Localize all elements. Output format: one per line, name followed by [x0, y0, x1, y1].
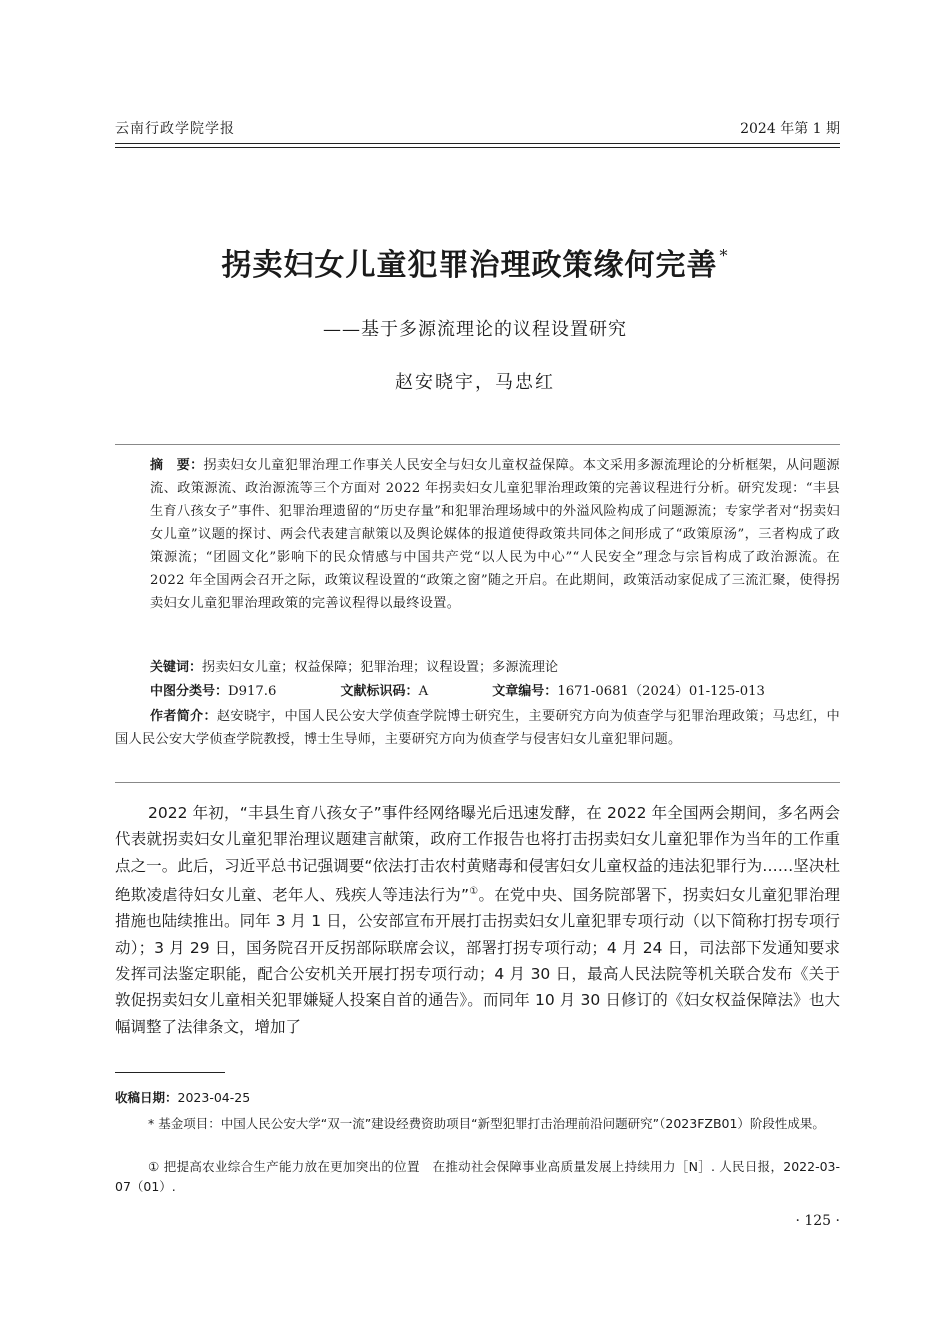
footnote-ref[interactable]: ①	[469, 885, 479, 897]
received-label: 收稿日期：	[115, 1090, 178, 1105]
clc-label: 中图分类号：	[150, 684, 229, 699]
author-bio	[115, 705, 840, 751]
keywords-label: 关键词：	[150, 660, 203, 675]
abstract-rule-top	[115, 444, 840, 445]
header-rule	[115, 143, 840, 144]
received-date	[115, 1088, 250, 1106]
author-names: 赵安晓宇，马忠红	[395, 372, 555, 393]
classification-line	[150, 680, 840, 699]
header-rule-thin	[115, 147, 840, 148]
article-subtitle: ——基于多源流理论的议程设置研究	[323, 319, 627, 340]
clc-value: D917.6	[228, 684, 277, 699]
abstract-text: 拐卖妇女儿童犯罪治理工作事关人民安全与妇女儿童权益保障。本文采用多源流理论的分析框架，从问题源流、政策源流、政治源流等三个方面对 2022 年拐卖妇女儿童犯罪治理政策的完善议程进行分析。研究发现：“丰县生育八孩女子”事件、犯罪治理遗留的“历史存量”和犯罪治理场域中的外溢风险构成了问题源流；专家学者对“拐卖妇女儿童”议题的探讨、两会代表建言献策以及舆论媒体的报道使得政策共同体之间形成了“政策原汤”，三者构成了政策源流；“团圆文化”影响下的民众情感与中国共产党“以人民为中心”“人民安全”理念与宗旨构成了政治源流。在 2022 年全国两会召开之际，政策议程设置的“政策之窗”随之开启。在此期间，政策活动家促成了三流汇聚，使得拐卖妇女儿童犯罪治理政策的完善议程得以最终设置。	[150, 458, 840, 611]
keywords-text: 拐卖妇女儿童；权益保障；犯罪治理；议程设置；多源流理论	[202, 660, 559, 675]
keywords-line	[150, 656, 558, 675]
doc-code-label: 文献标识码：	[340, 684, 419, 699]
journal-name: 云南行政学院学报	[115, 121, 235, 137]
body-paragraph	[115, 800, 840, 1040]
author-bio-label: 作者简介：	[150, 709, 217, 724]
doc-code-value: A	[418, 684, 429, 699]
abstract-label: 摘 要：	[150, 458, 204, 473]
fund-footnote: * 基金项目：中国人民公安大学“双一流”建设经费资助项目“新型犯罪打击治理前沿问题研究”（2023FZB01）阶段性成果。	[148, 1116, 825, 1131]
abstract-rule-bottom	[115, 782, 840, 783]
author-bio-text: 赵安晓宇，中国人民公安大学侦查学院博士研究生，主要研究方向为侦查学与犯罪治理政策；马忠红，中国人民公安大学侦查学院教授，博士生导师，主要研究方向为侦查学与侵害妇女儿童犯罪问题。	[115, 709, 840, 747]
issue-label: 2024 年第 1 期	[740, 121, 840, 137]
received-value: 2023-04-25	[177, 1090, 251, 1105]
article-title	[0, 240, 950, 284]
page-number: · 125 ·	[795, 1213, 840, 1229]
footnote-rule	[115, 1072, 225, 1073]
fund-mark: *	[719, 246, 729, 265]
reference-footnote: ① 把提高农业综合生产能力放在更加突出的位置 在推动社会保障事业高质量发展上持续用力［N］. 人民日报，2022-03-07（01）.	[115, 1159, 840, 1194]
body-text-part1: 2022 年初，“丰县生育八孩女子”事件经网络曝光后迅速发酵，在 2022 年全国两会期间，多名两会代表就拐卖妇女儿童犯罪治理议题建言献策，政府工作报告也将打击拐卖妇女儿童犯罪作为当年的工作重点之一。此后，习近平总书记强调要“依法打击农村黄赌毒和侵害妇女儿童权益的违法犯罪行为……坚决杜绝欺凌虐待妇女儿童、老年人、残疾人等违法行为”	[115, 804, 840, 905]
body-text-part2: 。在党中央、国务院部署下，拐卖妇女儿童犯罪治理措施也陆续推出。同年 3 月 1 日，公安部宣布开展打击拐卖妇女儿童犯罪专项行动（以下简称打拐专项行动）；3 月 29 日，国务院召开反拐部际联席会议，部署打拐专项行动；4 月 24 日，司法部下发通知要求发挥司法鉴定职能，配合公安机关开展打拐专项行动；4 月 30 日，最高人民法院等机关联合发布《关于敦促拐卖妇女儿童相关犯罪嫌疑人投案自首的通告》。而同年 10 月 30 日修订的《妇女权益保障法》也大幅调整了法律条文，增加了	[115, 886, 840, 1036]
article-number-label: 文章编号：	[492, 684, 558, 699]
article-number-value: 1671-0681（2024）01-125-013	[557, 684, 765, 699]
title-text: 拐卖妇女儿童犯罪治理政策缘何完善	[221, 248, 718, 283]
abstract-block	[115, 454, 840, 615]
